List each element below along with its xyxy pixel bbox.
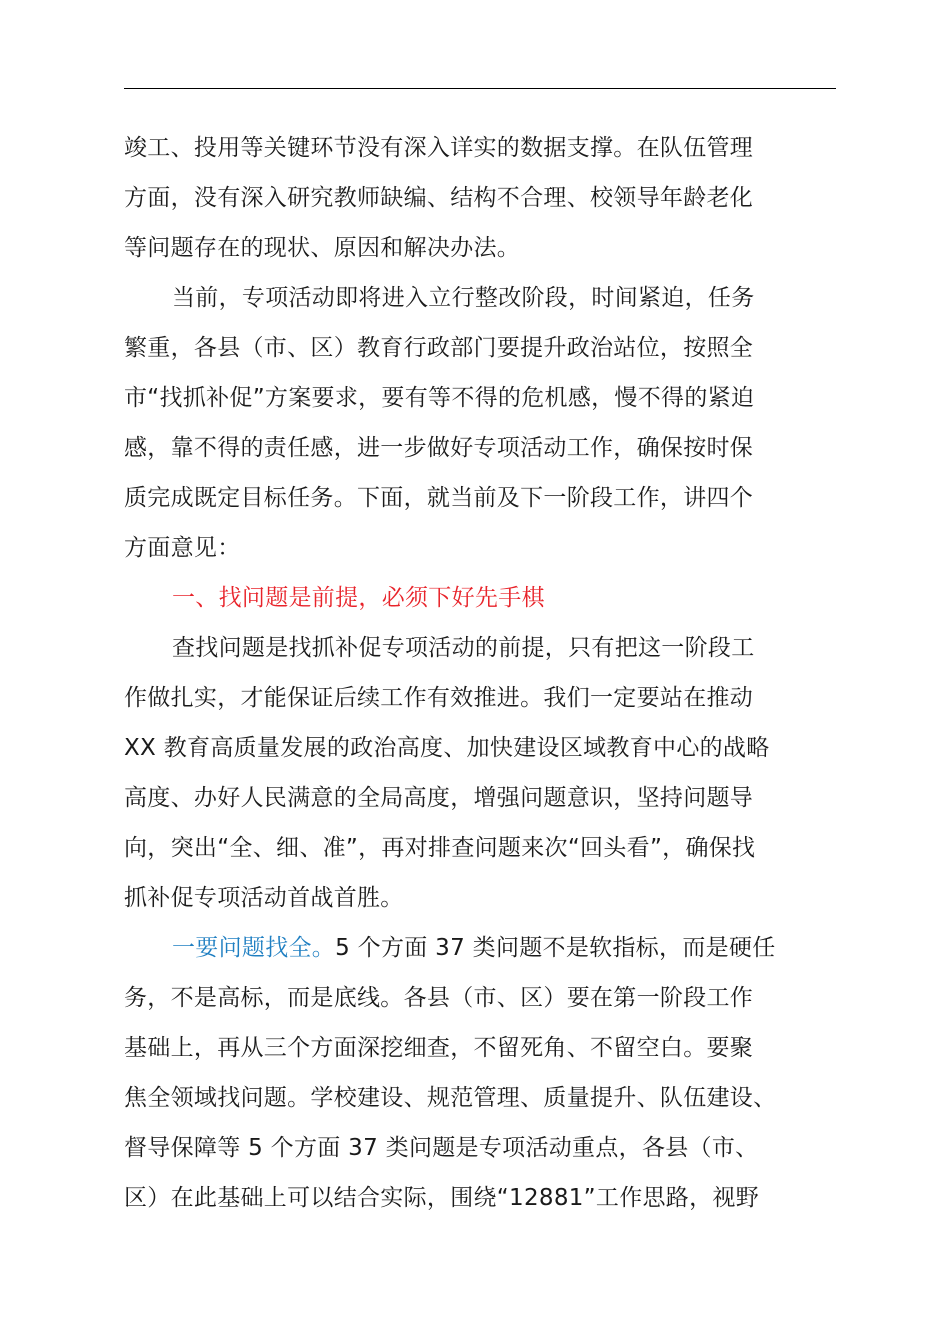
subheading-continuation: 5 个方面 37 类问题不是软指标，而是硬任 [335,935,776,961]
text-line: 务，不是高标，而是底线。各县（市、区）要在第一阶段工作 [124,985,754,1011]
text-line: 区）在此基础上可以结合实际，围绕“12881”工作思路，视野 [124,1185,759,1211]
text-line: 市“找抓补促”方案要求，要有等不得的危机感，慢不得的紧迫 [124,385,755,411]
section-heading: 一、找问题是前提，必须下好先手棋 [172,585,545,611]
text-line: 质完成既定目标任务。下面，就当前及下一阶段工作，讲四个 [124,485,754,511]
text-line: 方面意见： [124,535,241,561]
text-line: 高度、办好人民满意的全局高度，增强问题意识，坚持问题导 [124,785,754,811]
paragraph-first-line: 当前，专项活动即将进入立行整改阶段，时间紧迫，任务 [172,285,755,311]
subheading-label: 一要问题找全。 [172,935,336,961]
text-line: 等问题存在的现状、原因和解决办法。 [124,235,521,261]
text-line: 焦全领域找问题。学校建设、规范管理、质量提升、队伍建设、 [124,1085,777,1111]
paragraph-first-line: 查找问题是找抓补促专项活动的前提，只有把这一阶段工 [172,635,755,661]
text-line: 基础上，再从三个方面深挖细查，不留死角、不留空白。要聚 [124,1035,754,1061]
text-line: 向，突出“全、细、准”，再对排查问题来次“回头看”，确保找 [124,835,756,861]
text-line: 抓补促专项活动首战首胜。 [124,885,404,911]
text-line: XX 教育高质量发展的政治高度、加快建设区域教育中心的战略 [124,735,770,761]
text-line: 感，靠不得的责任感，进一步做好专项活动工作，确保按时保 [124,435,754,461]
text-line: 竣工、投用等关键环节没有深入详实的数据支撑。在队伍管理 [124,135,754,161]
text-line: 方面，没有深入研究教师缺编、结构不合理、校领导年龄老化 [124,185,754,211]
subheading-line [172,933,838,963]
text-line: 督导保障等 5 个方面 37 类问题是专项活动重点，各县（市、 [124,1135,759,1161]
text-line: 作做扎实，才能保证后续工作有效推进。我们一定要站在推动 [124,685,754,711]
text-line: 繁重，各县（市、区）教育行政部门要提升政治站位，按照全 [124,335,754,361]
header-rule [124,88,836,89]
